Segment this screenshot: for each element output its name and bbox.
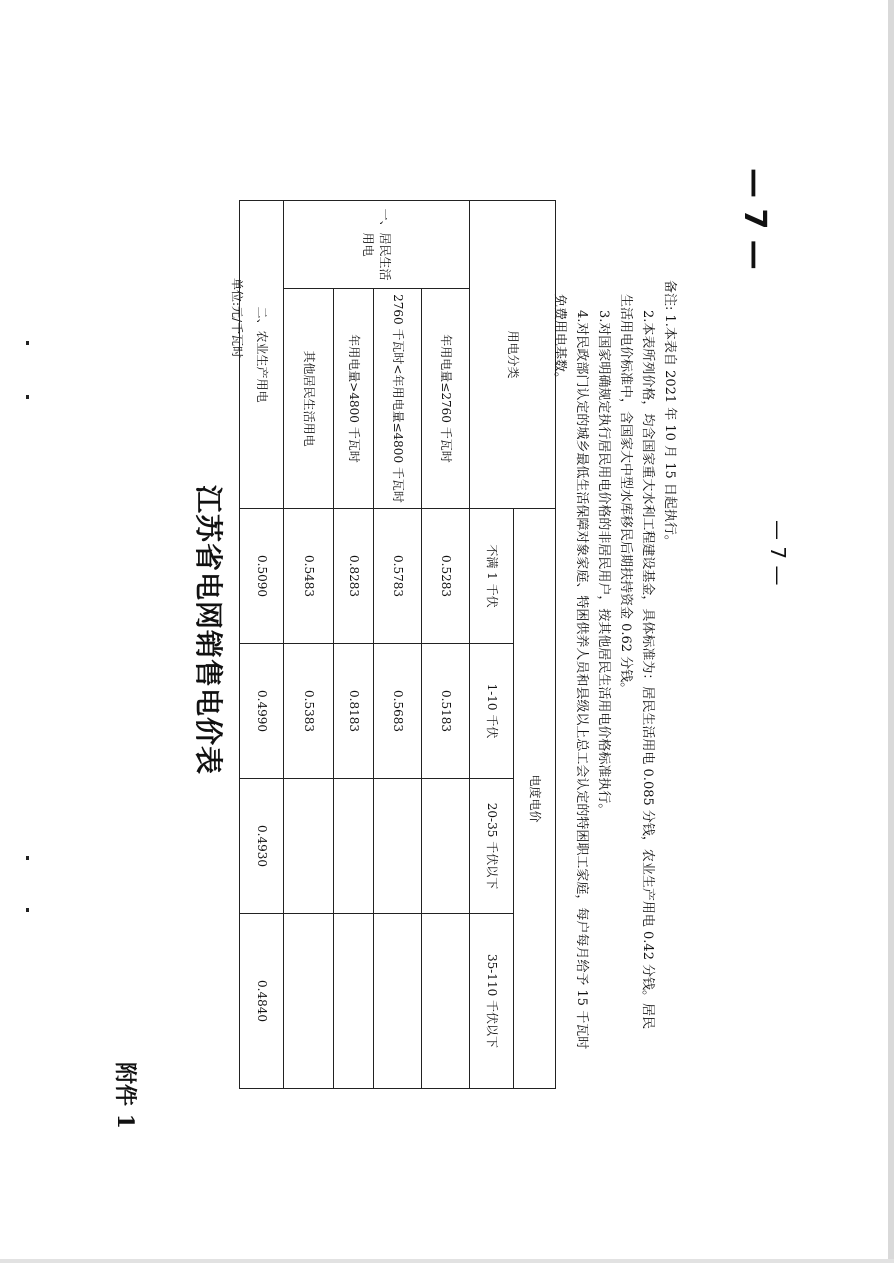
note-3: 3.对国家明确规定执行居民用电价格的非居民用户，按其他居民生活用电价格标准执行。 <box>596 310 611 817</box>
price-cell: 0.8183 <box>334 644 374 779</box>
document-title: 江苏省电网销售电价表 <box>192 484 225 775</box>
price-cell: 0.5090 <box>240 509 284 644</box>
table-row <box>284 201 334 1089</box>
table-row <box>334 201 374 1089</box>
note-2a: 2.本表所列价格，均含国家重大水利工程建设基金，具体标准为：居民生活用电 0.085 分钱，农业生产用电 0.42 分钱。居民 <box>640 310 655 1030</box>
voltage-level-3: 20-35 千伏以下 <box>470 779 514 914</box>
unit-label: 单位:元/千瓦时 <box>230 278 244 359</box>
note-item <box>658 280 680 1080</box>
price-cell: 0.5383 <box>284 644 334 779</box>
notes-section <box>548 280 680 1080</box>
table-row <box>374 201 422 1089</box>
table-row <box>422 201 470 1089</box>
tier-label: 年用电量>4800 千瓦时 <box>334 289 374 509</box>
empty-cell <box>334 779 374 914</box>
empty-cell <box>374 914 422 1089</box>
electricity-price-table <box>239 200 556 1089</box>
note-1: 1.本表自 2021 年 10 月 15 日起执行。 <box>662 314 677 548</box>
price-cell: 0.5183 <box>422 644 470 779</box>
page-number-small: — 7 — <box>766 520 790 586</box>
empty-cell <box>284 779 334 914</box>
empty-cell <box>284 914 334 1089</box>
voltage-level-1: 不满 1 千伏 <box>470 509 514 644</box>
agricultural-label: 二、农业生产用电 <box>240 201 284 509</box>
empty-cell <box>422 779 470 914</box>
price-cell: 0.5783 <box>374 509 422 644</box>
header-price: 电度电价 <box>514 509 556 1089</box>
note-4a: 4.对民政部门认定的城乡最低生活保障对象家庭、特困供养人员和县级以上总工会认定的特困职工家庭，每户每月给予 15 千瓦时 <box>574 310 589 1050</box>
price-cell: 0.5683 <box>374 644 422 779</box>
other-residential-label: 其他居民生活用电 <box>284 289 334 509</box>
empty-cell <box>334 914 374 1089</box>
notes-prefix: 备注: <box>662 280 677 311</box>
price-cell: 0.4840 <box>240 914 284 1089</box>
voltage-level-4: 35-110 千伏以下 <box>470 914 514 1089</box>
residential-label: 一、居民生活用电 <box>284 201 470 289</box>
price-cell: 0.4930 <box>240 779 284 914</box>
price-cell: 0.5283 <box>422 509 470 644</box>
page-number-large: — 7 — <box>737 168 772 270</box>
note-2b: 生活用电价标准中，含国家大中型水库移民后期扶持资金 0.62 分钱。 <box>618 294 633 696</box>
price-cell: 0.5483 <box>284 509 334 644</box>
note-4b: 免费用电基数。 <box>552 294 567 386</box>
attachment-label: 附件 1 <box>112 1062 138 1129</box>
price-cell: 0.4990 <box>240 644 284 779</box>
tier-label: 2760 千瓦时<年用电量≤4800 千瓦时 <box>374 289 422 509</box>
header-category: 用电分类 <box>470 201 556 509</box>
price-cell: 0.8283 <box>334 509 374 644</box>
table-row <box>240 201 284 1089</box>
tier-label: 年用电量≤2760 千瓦时 <box>422 289 470 509</box>
empty-cell <box>422 914 470 1089</box>
voltage-level-2: 1-10 千伏 <box>470 644 514 779</box>
empty-cell <box>374 779 422 914</box>
